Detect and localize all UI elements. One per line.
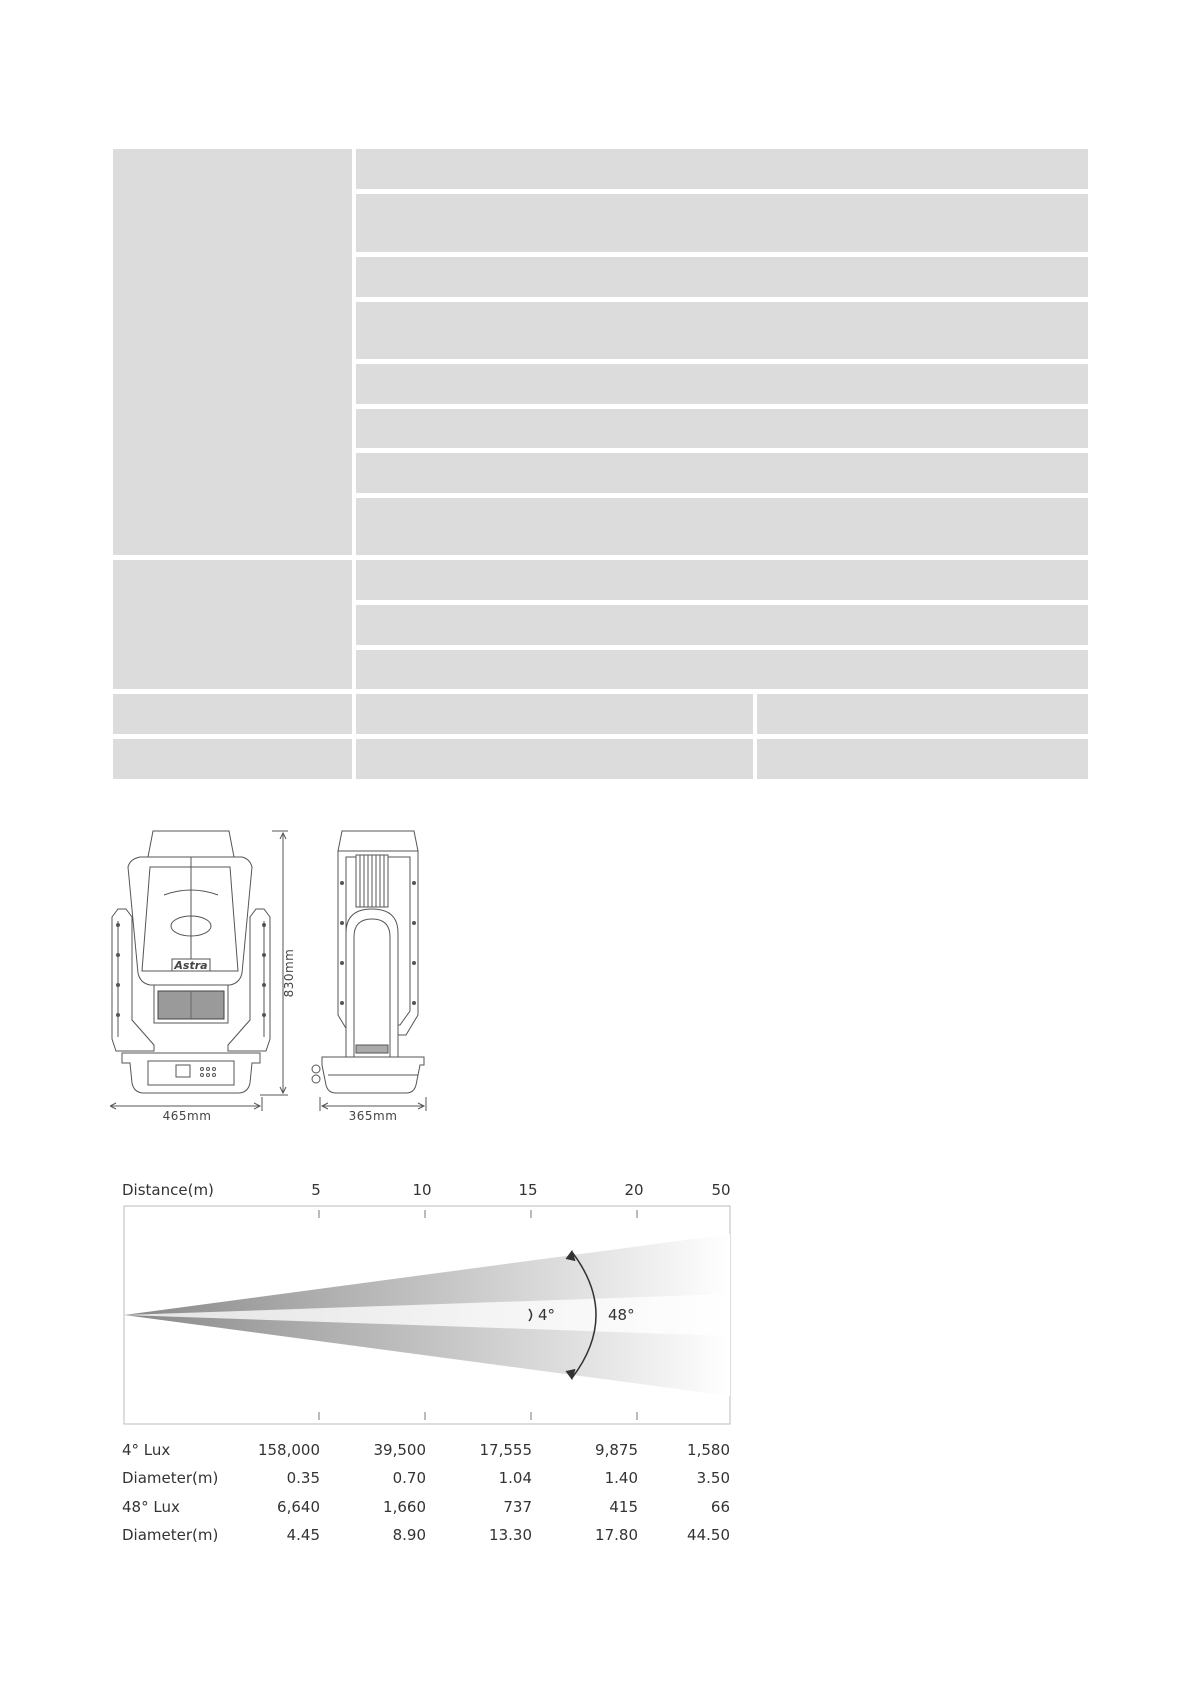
distance-values <box>311 1181 730 1199</box>
row-value: 6,640 <box>277 1498 320 1516</box>
spec-group-2-row-1 <box>356 560 1088 600</box>
row-value: 1.04 <box>498 1469 532 1487</box>
spec-group-2-row-3 <box>356 650 1088 689</box>
row-label: 48° Lux <box>122 1498 180 1516</box>
distance-header-label: Distance(m) <box>122 1181 214 1199</box>
side-width-dimension-label: 365mm <box>348 1109 398 1120</box>
row-value: 44.50 <box>687 1526 730 1544</box>
row-value: 415 <box>609 1498 638 1516</box>
spec-group-1-row-6 <box>356 409 1088 448</box>
photometric-row <box>122 1498 730 1516</box>
distance-value: 10 <box>412 1181 432 1199</box>
row-label: Diameter(m) <box>122 1526 219 1544</box>
wide-angle-label: 48° <box>608 1306 635 1324</box>
row-value: 17,555 <box>479 1441 532 1459</box>
spec-row-a-value-1 <box>356 694 753 734</box>
row-value: 0.70 <box>392 1469 426 1487</box>
front-logo: Astra <box>174 959 208 972</box>
spec-group-1-row-5 <box>356 364 1088 404</box>
row-label: 4° Lux <box>122 1441 171 1459</box>
front-view-drawing <box>110 831 288 1111</box>
photometric-row <box>122 1469 730 1487</box>
side-view-drawing <box>312 831 426 1111</box>
height-dimension-label: 830mm <box>282 948 296 998</box>
row-value: 8.90 <box>392 1526 426 1544</box>
photometric-row <box>122 1441 730 1459</box>
distance-value: 50 <box>711 1181 731 1199</box>
spec-row-b-value-2 <box>757 739 1088 779</box>
row-value: 0.35 <box>286 1469 320 1487</box>
narrow-angle-label: 4° <box>538 1306 556 1324</box>
row-value: 3.50 <box>696 1469 730 1487</box>
photometric-row <box>122 1526 730 1544</box>
row-value: 39,500 <box>373 1441 426 1459</box>
spec-row-b-label <box>113 739 352 779</box>
photometric-chart <box>120 1180 740 1550</box>
row-value: 1.40 <box>604 1469 638 1487</box>
dimension-drawing <box>110 825 450 1120</box>
row-value: 66 <box>710 1498 730 1516</box>
row-value: 4.45 <box>286 1526 320 1544</box>
row-value: 1,660 <box>383 1498 426 1516</box>
row-value: 1,580 <box>687 1441 730 1459</box>
spec-group-1-row-1 <box>356 149 1088 189</box>
spec-group-1-row-4 <box>356 302 1088 359</box>
spec-group-1-row-8 <box>356 498 1088 555</box>
row-value: 158,000 <box>257 1441 320 1459</box>
spec-group-1-row-3 <box>356 257 1088 297</box>
distance-value: 20 <box>624 1181 644 1199</box>
spec-row-a-value-2 <box>757 694 1088 734</box>
row-value: 9,875 <box>595 1441 638 1459</box>
spec-group-1-row-2 <box>356 194 1088 252</box>
row-label: Diameter(m) <box>122 1469 219 1487</box>
distance-value: 5 <box>311 1181 321 1199</box>
front-width-dimension-label: 465mm <box>162 1109 212 1120</box>
row-value: 13.30 <box>489 1526 532 1544</box>
spec-row-b-value-1 <box>356 739 753 779</box>
spec-group-1-label-cell <box>113 149 352 555</box>
spec-group-2-row-2 <box>356 605 1088 645</box>
row-value: 17.80 <box>595 1526 638 1544</box>
distance-value: 15 <box>518 1181 538 1199</box>
row-value: 737 <box>503 1498 532 1516</box>
spec-group-2-label-cell <box>113 560 352 689</box>
spec-group-1-row-7 <box>356 453 1088 493</box>
spec-row-a-label <box>113 694 352 734</box>
